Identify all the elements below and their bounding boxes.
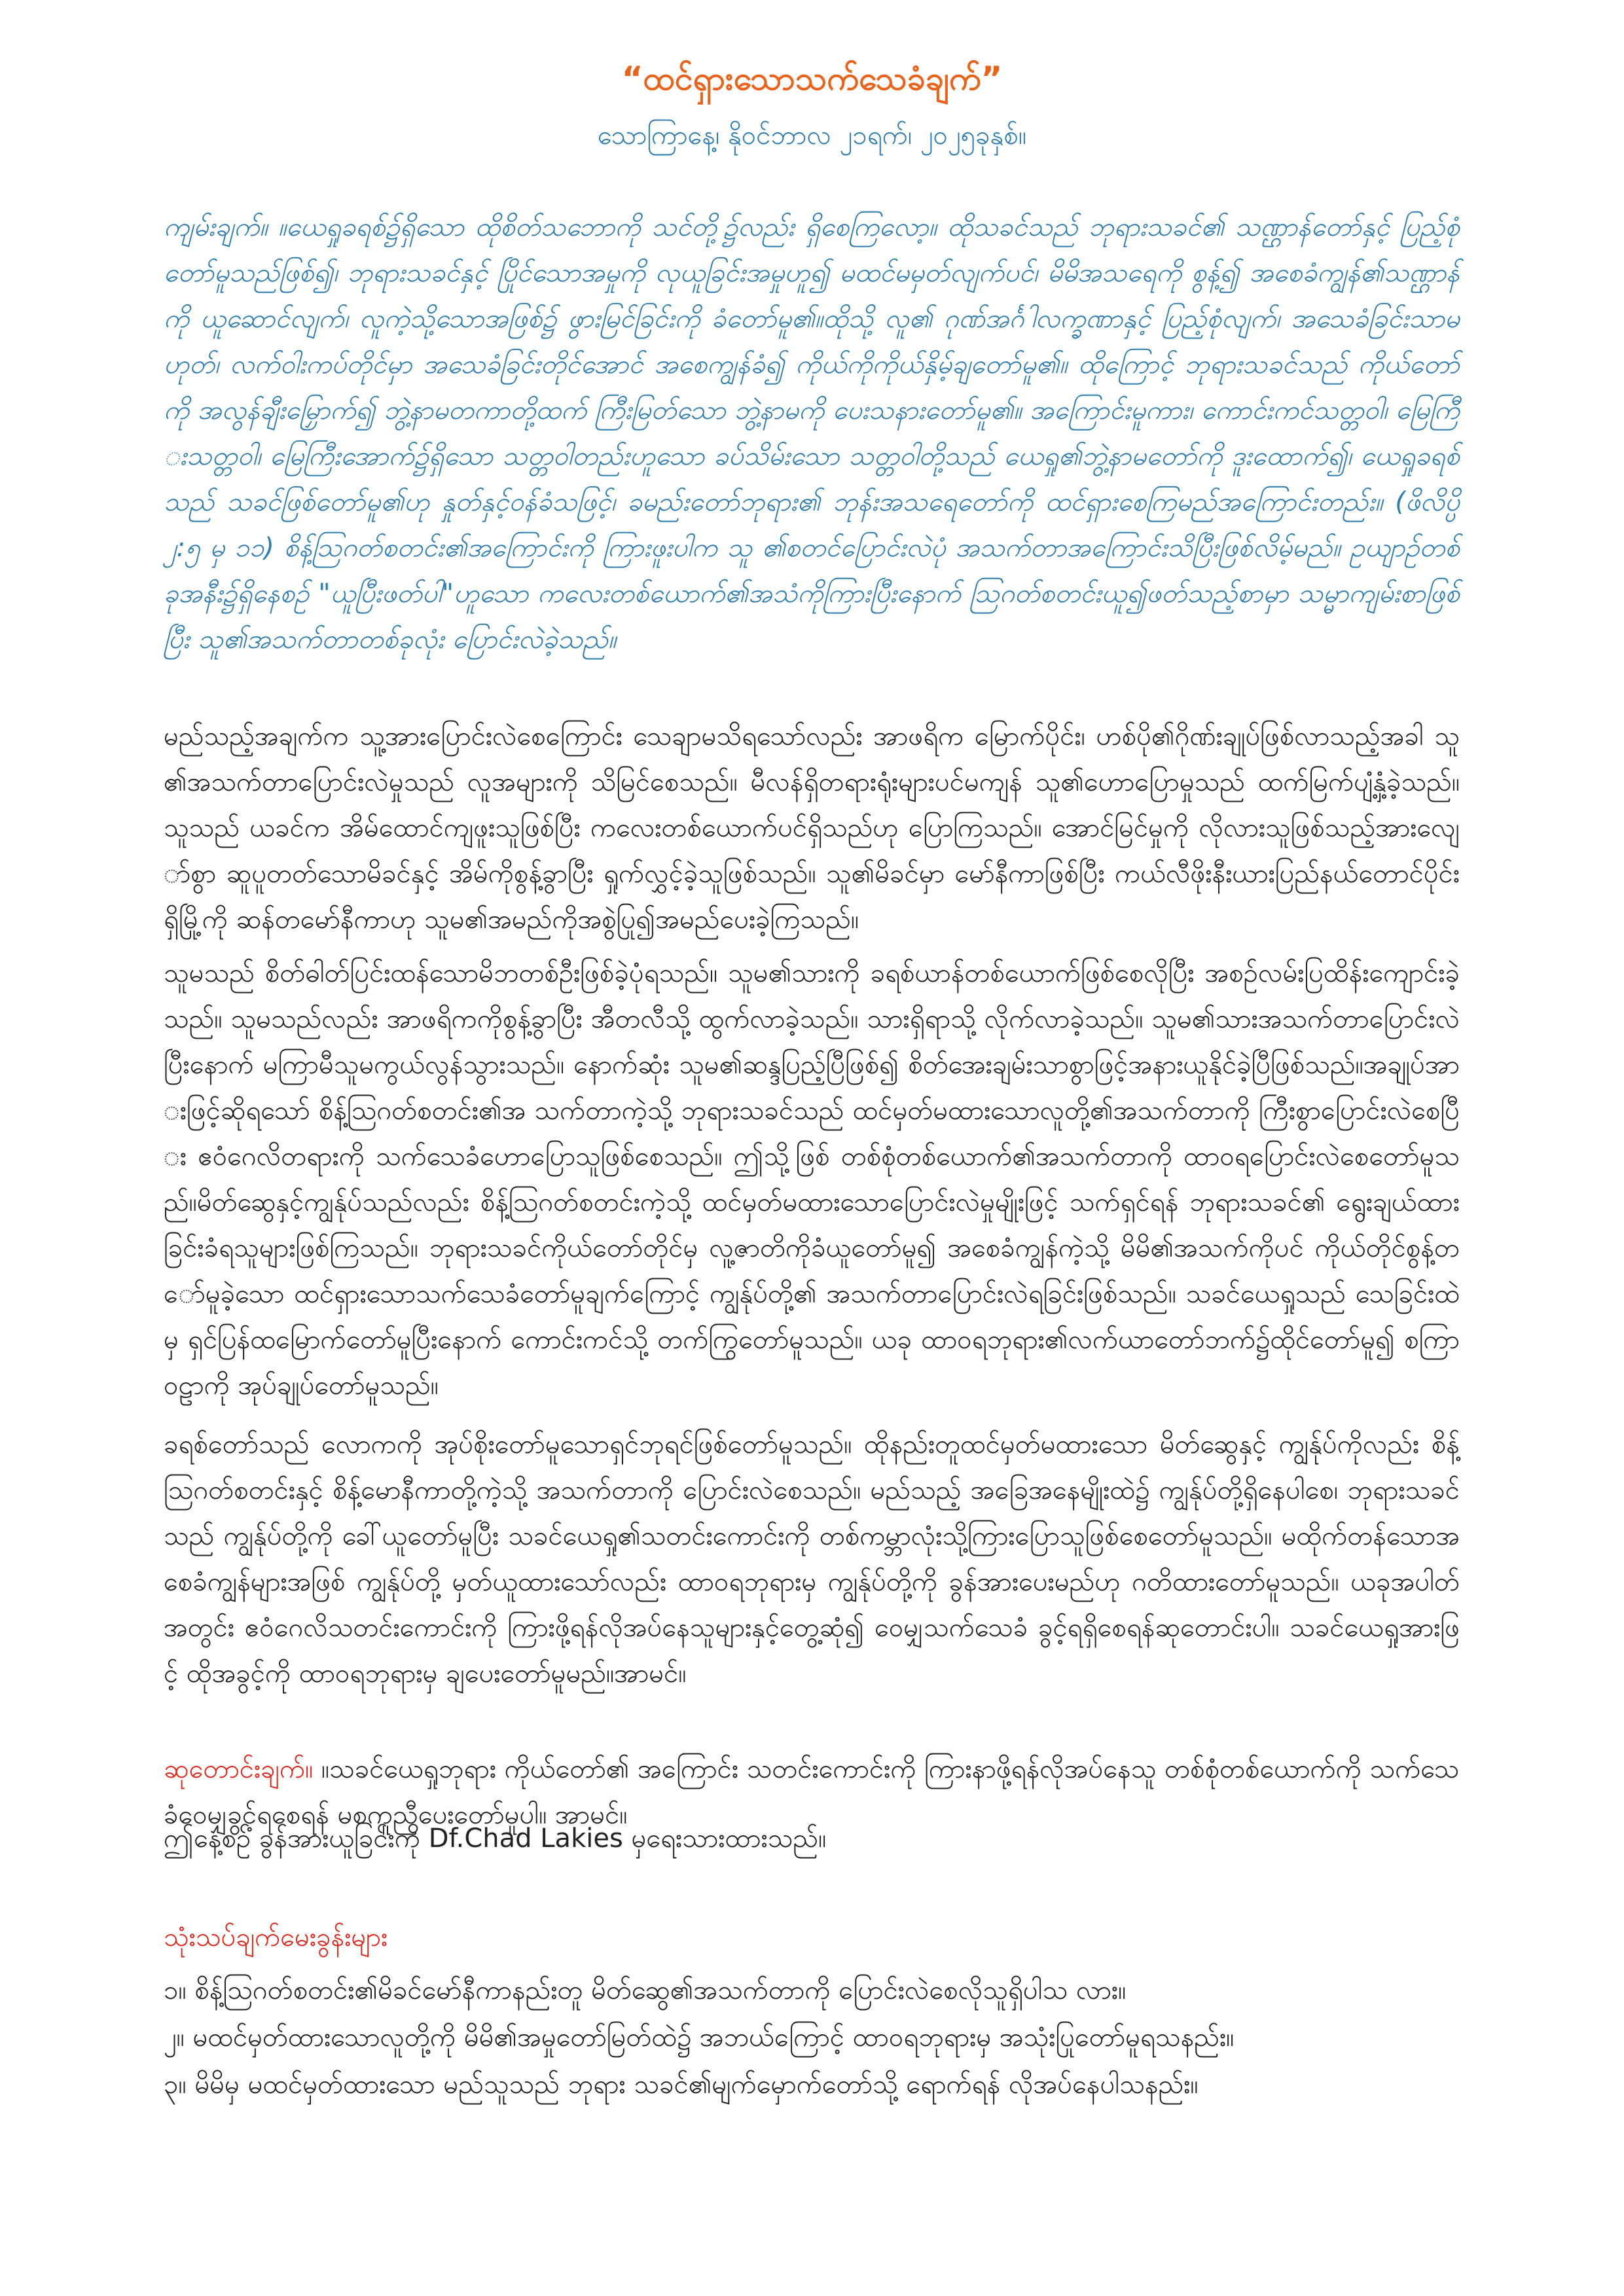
reflection-question: ၂။ မထင်မှတ်ထားသောလူတို့ကို မိမိ၏အမှုတော်မြတ်ထဲ၌ အဘယ်ကြောင့် ထာဝရဘုရားမှ အသုံးပြုတော်မူရသနည်း။ [164, 2022, 1235, 2053]
reflection-questions-list [164, 1967, 1460, 2108]
prayer-text: ။သခင်ယေရှုဘုရား ကိုယ်တော်၏ အကြောင်း သတင်းကောင်းကို ကြားနာဖို့ရန်လိုအပ်နေသူ တစ်စုံတစ်ယောက်ကို သက်သေခံဝေမျှခွင့်ရစေရန် မစကူညီပေးတော်မူပါ။ အာမင်။ [164, 1754, 1460, 1830]
body-paragraph-3: ခရစ်တော်သည် လောကကို အုပ်စိုးတော်မူသောရှင်ဘုရင်ဖြစ်တော်မူသည်။ ထိုနည်းတူထင်မှတ်မထားသော မိတ်ဆွေနှင့် ကျွန်ုပ်ကိုလည်း စိန့်ဩဂတ်စတင်းနှင့် စိန့်မောနီကာတို့ကဲ့သို့ အသက်တာကို ပြောင်းလဲစေသည်။ မည်သည့် အခြေအနေမျိုးထဲ၌ ကျွန်ုပ်တို့ရှိနေပါစေ၊ ဘုရားသခင်သည် ကျွန်ုပ်တို့ကို ခေါ်ယူတော်မူပြီး သခင်ယေရှု၏သတင်းကောင်းကို တစ်ကမ္ဘာလုံးသို့ကြားပြောသူဖြစ်စေတော်မူသည်။ မထိုက်တန်သောအစေခံကျွန်များအဖြစ် ကျွန်ုပ်တို့ မှတ်ယူထားသော်လည်း ထာဝရဘုရားမှ ကျွန်ုပ်တို့ကို ခွန်အားပေးမည်ဟု ဂတိထားတော်မူသည်။ ယခုအပါတ်အတွင်း ဧဝံဂေလိသတင်းကောင်းကို ကြားဖို့ရန်လိုအပ်နေသူများနှင့်တွေ့ဆုံ၍ ဝေမျှသက်သေခံ ခွင့်ရရှိစေရန်ဆုတောင်းပါ။ သခင်ယေရှုအားဖြင့် ထိုအခွင့်ကို ထာဝရဘုရားမှ ချပေးတော်မူမည်။အာမင်။ [164, 1429, 1460, 1689]
devotional-date: သောကြာနေ့၊ နိုဝင်ဘာလ ၂၁ရက်၊ ၂၀၂၅ခုနှစ်။ [598, 120, 1026, 151]
body-paragraph-2: သူမသည် စိတ်ဓါတ်ပြင်းထန်သောမိဘတစ်ဦးဖြစ်ခဲ့ပုံရသည်။ သူမ၏သားကို ခရစ်ယာန်တစ်ယောက်ဖြစ်စေလိုပြီး အစဉ်လမ်းပြထိန်းကျောင်းခဲ့သည်။ သူမသည်လည်း အာဖရိကကိုစွန့်ခွာပြီး အီတလီသို့ ထွက်လာခဲ့သည်။ သားရှိရာသို့ လိုက်လာခဲ့သည်။ သူမ၏သားအသက်တာပြောင်းလဲ ပြီးနောက် မကြာမီသူမကွယ်လွန်သွားသည်။ နောက်ဆုံး သူမ၏ဆန္ဒပြည့်ပြီဖြစ်၍ စိတ်အေးချမ်းသာစွာဖြင့်အနားယူနိုင်ခဲ့ပြီဖြစ်သည်။အချုပ်အားဖြင့်ဆိုရသော် စိန့်ဩဂတ်စတင်း၏အ သက်တာကဲ့သို့ ဘုရားသခင်သည် ထင်မှတ်မထားသောလူတို့၏အသက်တာကို ကြီးစွာပြောင်းလဲစေပြီး ဧဝံဂေလိတရားကို သက်သေခံဟောပြောသူဖြစ်စေသည်။ ဤသို့ဖြစ် တစ်စုံတစ်ယောက်၏အသက်တာကို ထာဝရပြောင်းလဲစေတော်မူသည်။မိတ်ဆွေနှင့်ကျွန်ုပ်သည်လည်း စိန့်ဩဂတ်စတင်းကဲ့သို့ ထင်မှတ်မထားသောပြောင်းလဲမှုမျိုးဖြင့် သက်ရှင်ရန် ဘုရားသခင်၏ ရွေးချယ်ထားခြင်းခံရသူများဖြစ်ကြသည်။ ဘုရားသခင်ကိုယ်တော်တိုင်မှ လူ့ဇာတိကိုခံယူတော်မူ၍ အစေခံကျွန်ကဲ့သို့ မိမိ၏အသက်ကိုပင် ကိုယ်တိုင်စွန့်တော်မူခဲ့သော ထင်ရှားသောသက်သေခံတော်မူချက်ကြောင့် ကျွန်ုပ်တို့၏ အသက်တာပြောင်းလဲရခြင်းဖြစ်သည်။ သခင်ယေရှုသည် သေခြင်းထဲမှ ရှင်ပြန်ထမြောက်တော်မူပြီးနောက် ကောင်းကင်သို့ တက်ကြွတော်မူသည်။ ယခု ထာဝရဘုရား၏လက်ယာတော်ဘက်၌ထိုင်တော်မူ၍ စကြာဝဠာကို အုပ်ချုပ်တော်မူသည်။ [164, 958, 1460, 1401]
reflection-question: ၃။ မိမိမှ မထင်မှတ်ထားသော မည်သူသည် ဘုရား သခင်၏မျက်မှောက်တော်သို့ ရောက်ရန် လိုအပ်နေပါသနည်း။ [164, 2070, 1199, 2100]
scripture-passage: ကျမ်းချက်။ ။ယေရှုခရစ်၌ရှိသော ထိုစိတ်သဘောကို သင်တို့၌လည်း ရှိစေကြလော့။ ထိုသခင်သည် ဘုရားသခင်၏ သဏ္ဌာန်တော်နှင့် ပြည့်စုံတော်မူသည်ဖြစ်၍၊ ဘုရားသခင်နှင့် ပြိုင်သောအမှုကို လုယူခြင်းအမှုဟူ၍ မထင်မမှတ်လျက်ပင်၊ မိမိအသရေကို စွန့်၍ အစေခံကျွန်၏သဏ္ဌာန်ကို ယူဆောင်လျက်၊ လူကဲ့သို့သောအဖြစ်၌ ဖွားမြင်ခြင်းကို ခံတော်မူ၏။ထိုသို့ လူ၏ ဂုဏ်အင်္ဂါလက္ခဏာနှင့် ပြည့်စုံလျက်၊ အသေခံခြင်းသာမဟုတ်၊ လက်ဝါးကပ်တိုင်မှာ အသေခံခြင်းတိုင်အောင် အစေကျွန်ခံ၍ ကိုယ်ကိုကိုယ်နှိမ့်ချတော်မူ၏။ ထိုကြောင့် ဘုရားသခင်သည် ကိုယ်တော်ကို အလွန်ချီးမြှောက်၍ ဘွဲ့နာမတကာတို့ထက် ကြီးမြတ်သော ဘွဲ့နာမကို ပေးသနားတော်မူ၏။ အကြောင်းမူကား၊ ကောင်းကင်သတ္တဝါ၊ မြေကြီးသတ္တဝါ၊ မြေကြီးအောက်၌ရှိသော သတ္တဝါတည်းဟူသော ခပ်သိမ်းသော သတ္တဝါတို့သည် ယေရှု၏ဘွဲ့နာမတော်ကို ဒူးထောက်၍၊ ယေရှုခရစ်သည် သခင်ဖြစ်တော်မူ၏ဟု နှုတ်နှင့်ဝန်ခံသဖြင့်၊ ခမည်းတော်ဘုရား၏ ဘုန်းအသရေတော်ကို ထင်ရှားစေကြမည်အကြောင်းတည်း။ (ဖိလိပ္ပိ ၂:၅ မှ ၁၁) စိန့်ဩဂတ်စတင်း၏အကြောင်းကို ကြားဖူးပါက သူ ၏စတင်ပြောင်းလဲပုံ အသက်တာအကြောင်းသိပြီးဖြစ်လိမ့်မည်။ ဥယျာဉ်တစ်ခုအနီး၌ရှိနေစဉ် "ယူပြီးဖတ်ပါ"ဟူသော ကလေးတစ်ယောက်၏အသံကိုကြားပြီးနောက် ဩဂတ်စတင်းယူ၍ဖတ်သည့်စာမှာ သမ္မာကျမ်းစာဖြစ်ပြီး သူ၏အသက်တာတစ်ခုလုံး ပြောင်းလဲခဲ့သည်။ [164, 212, 1460, 655]
reflection-question: ၁။ စိန့်ဩဂတ်စတင်း၏မိခင်မော်နီကာနည်းတူ မိတ်ဆွေ၏အသက်တာကို ပြောင်းလဲစေလိုသူရှိပါသ လား။ [164, 1975, 1127, 2005]
author-credit: ဤနေ့စဉ် ခွန်အားယူခြင်းကို Df.Chad Lakies မှရေးသားထားသည်။ [164, 1823, 827, 1854]
body-paragraph-1: မည်သည့်အချက်က သူ့အားပြောင်းလဲစေကြောင်း သေချာမသိရသော်လည်း အာဖရိက မြောက်ပိုင်း၊ ဟစ်ပို၏ဂိုဏ်းချုပ်ဖြစ်လာသည့်အခါ သူ၏အသက်တာပြောင်းလဲမှုသည် လူအများကို သိမြင်စေသည်။ မီလန်ရှိတရားရုံးများပင်မကျန် သူ၏ဟောပြောမှုသည် ထက်မြက်ပျံ့နှံ့ခဲ့သည်။ သူသည် ယခင်က အိမ်ထောင်ကျဖူးသူဖြစ်ပြီး ကလေးတစ်ယောက်ပင်ရှိသည်ဟု ပြောကြသည်။ အောင်မြင်မှုကို လိုလားသူဖြစ်သည့်အားလျော်စွာ ဆူပူတတ်သောမိခင်နှင့် အိမ်ကိုစွန့်ခွာပြီး ရှုက်လွှင့်ခဲ့သူဖြစ်သည်။ သူ၏မိခင်မှာ မော်နီကာဖြစ်ပြီး ကယ်လီဖိုးနီးယားပြည်နယ်တောင်ပိုင်းရှိမြို့ကို ဆန်တမော်နီကာဟု သူမ၏အမည်ကိုအစွဲပြု၍အမည်ပေးခဲ့ကြသည်။ [164, 721, 1460, 935]
reflection-questions-heading: သုံးသပ်ချက်မေးခွန်းများ [164, 1922, 388, 1952]
devotional-title: “ထင်ရှားသောသက်သေခံချက်” [621, 60, 1003, 98]
prayer-label: ဆုတောင်းချက်။ [164, 1754, 314, 1784]
